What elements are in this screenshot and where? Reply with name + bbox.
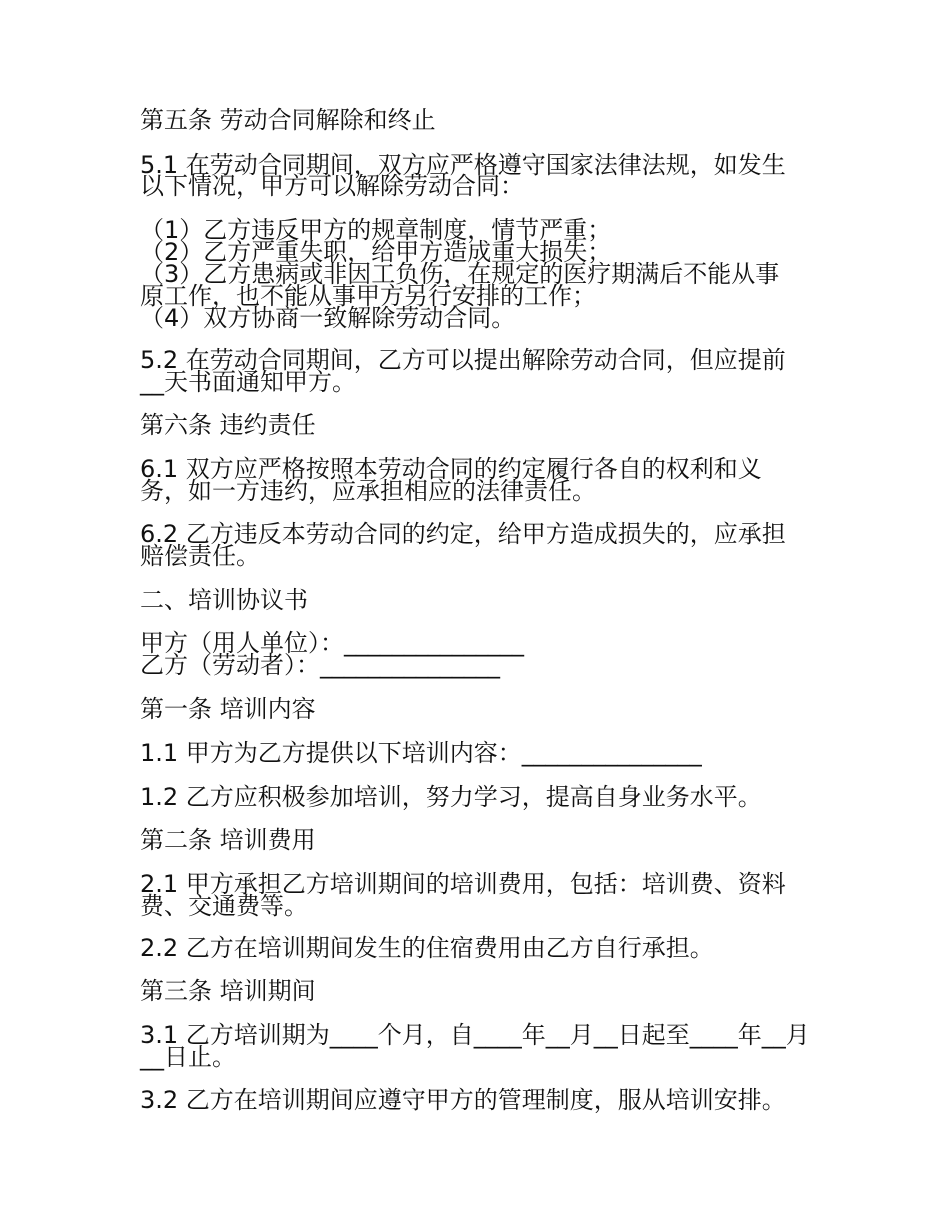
section-heading: 二、培训协议书 <box>140 586 308 614</box>
paragraph-line: 2.1 甲方承担乙方培训期间的培训费用，包括：培训费、资料 <box>140 870 786 898</box>
list-item: （4）双方协商一致解除劳动合同。 <box>140 304 516 332</box>
section-heading: 第三条 培训期间 <box>140 977 316 1005</box>
paragraph-line: 务，如一方违约，应承担相应的法律责任。 <box>140 477 596 505</box>
paragraph-line: 3.2 乙方在培训期间应遵守甲方的管理制度，服从培训安排。 <box>140 1086 786 1114</box>
paragraph-line: 费、交通费等。 <box>140 892 308 920</box>
paragraph-line: 2.2 乙方在培训期间发生的住宿费用由乙方自行承担。 <box>140 934 714 962</box>
list-item: （2）乙方严重失职，给甲方造成重大损失； <box>140 238 612 266</box>
paragraph-line: 5.2 在劳动合同期间，乙方可以提出解除劳动合同，但应提前 <box>140 346 786 374</box>
paragraph-line: 以下情况，甲方可以解除劳动合同： <box>140 172 524 200</box>
paragraph-line: 赔偿责任。 <box>140 542 260 570</box>
section-heading: 第六条 违约责任 <box>140 411 316 439</box>
party-a-field: 甲方（用人单位）：_______________ <box>140 629 524 657</box>
list-item: 原工作，也不能从事甲方另行安排的工作； <box>140 282 596 310</box>
list-item: （3）乙方患病或非因工负伤，在规定的医疗期满后不能从事 <box>140 260 780 288</box>
list-item: （1）乙方违反甲方的规章制度，情节严重； <box>140 216 612 244</box>
paragraph-line: __日止。 <box>140 1043 236 1071</box>
paragraph-line: 1.2 乙方应积极参加培训，努力学习，提高自身业务水平。 <box>140 783 762 811</box>
section-heading: 第五条 劳动合同解除和终止 <box>140 106 436 134</box>
paragraph-line: __天书面通知甲方。 <box>140 368 356 396</box>
section-heading: 第一条 培训内容 <box>140 695 316 723</box>
party-b-field: 乙方（劳动者）：_______________ <box>140 651 500 679</box>
paragraph-line: 1.1 甲方为乙方提供以下培训内容：_______________ <box>140 739 702 767</box>
section-heading: 第二条 培训费用 <box>140 826 316 854</box>
paragraph-line: 6.1 双方应严格按照本劳动合同的约定履行各自的权利和义 <box>140 455 762 483</box>
paragraph-line: 3.1 乙方培训期为____个月，自____年__月__日起至____年__月 <box>140 1021 810 1049</box>
paragraph-line: 6.2 乙方违反本劳动合同的约定，给甲方造成损失的，应承担 <box>140 520 786 548</box>
paragraph-line: 5.1 在劳动合同期间，双方应严格遵守国家法律法规，如发生 <box>140 151 786 179</box>
